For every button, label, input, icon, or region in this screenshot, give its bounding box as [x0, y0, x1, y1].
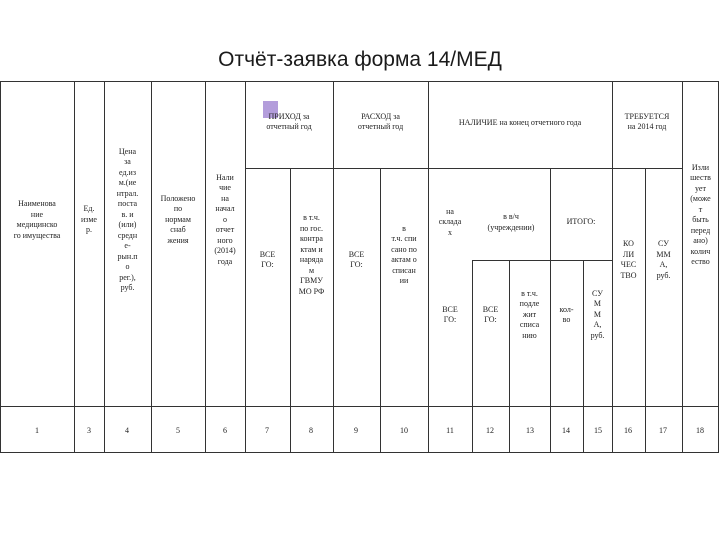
grid-line	[645, 168, 646, 453]
column-number: 13	[526, 426, 534, 435]
column-number: 9	[354, 426, 358, 435]
column-number: 18	[696, 426, 704, 435]
grid-line	[245, 168, 682, 169]
header-nalichie-nachalo: Нали чие на начал о отчет ного (2014) года	[214, 172, 236, 266]
column-number: 1	[35, 426, 39, 435]
header-itogo: ИТОГО:	[566, 216, 596, 226]
header-v-t-ch-goszakaz: в т.ч. по гос. контра ктам и наряда м ГВМУ МО РФ	[298, 213, 325, 296]
grid-line	[428, 81, 429, 453]
grid-line	[0, 406, 719, 407]
column-number: 16	[624, 426, 632, 435]
column-number: 11	[446, 426, 454, 435]
header-trebuetsya: ТРЕБУЕТСЯ на 2014 год	[624, 111, 670, 131]
header-naimenovanie: Наименова ние медицинско го имущества	[13, 199, 61, 240]
header-raskhod: РАСХОД за отчетный год	[357, 111, 404, 131]
header-cena: Цена за ед.из м.(ие нтрал. поста в. и (или) средн е- рын.п о рег.), руб.	[116, 146, 139, 292]
header-na-skladakh: на склада х	[438, 206, 462, 237]
header-summa-treb: СУ ММ А, руб.	[656, 239, 671, 280]
column-number: 6	[223, 426, 227, 435]
header-nalichie-konec: НАЛИЧИЕ на конец отчетного года	[458, 117, 582, 127]
header-kolichestvo-treb: КО ЛИ ЧЕС ТВО	[620, 239, 637, 280]
grid-line	[74, 81, 75, 453]
header-ed-izm: Ед. изме р.	[81, 204, 97, 235]
header-vsego-vch: ВСЕ ГО:	[482, 304, 499, 324]
grid-line	[472, 260, 473, 453]
header-polozheno: Положено по нормам снаб жения	[160, 193, 196, 245]
column-number: 3	[87, 426, 91, 435]
column-number: 5	[176, 426, 180, 435]
column-number: 7	[265, 426, 269, 435]
column-number: 17	[659, 426, 667, 435]
header-vsego-sklad: ВСЕ ГО:	[442, 304, 458, 324]
header-prikhod: ПРИХОД за отчетный год	[266, 111, 312, 131]
column-number: 4	[125, 426, 129, 435]
header-v-t-ch-podlezhit: в т.ч. подле жит списа нию	[519, 288, 540, 340]
header-v-vch: в в/ч (учреждении)	[487, 212, 535, 232]
column-number: 12	[486, 426, 494, 435]
header-v-t-ch-spisano: в т.ч. спи сано по актам о списан ии	[391, 223, 417, 285]
header-vsego-raskhod: ВСЕ ГО:	[348, 249, 365, 269]
column-number: 10	[400, 426, 408, 435]
header-kol-vo: кол- во	[559, 304, 574, 324]
header-summa-itogo: СУ М М А, руб.	[590, 288, 605, 340]
header-vsego-prikhod: ВСЕ ГО:	[259, 249, 276, 269]
column-number: 8	[309, 426, 313, 435]
column-number: 14	[562, 426, 570, 435]
header-izlishestvuet: Изли шеств ует (може т быть перед ано) колич ество	[690, 162, 711, 266]
page-title: Отчёт-заявка форма 14/МЕД	[218, 48, 502, 71]
column-number: 15	[594, 426, 602, 435]
grid-line	[472, 260, 612, 261]
